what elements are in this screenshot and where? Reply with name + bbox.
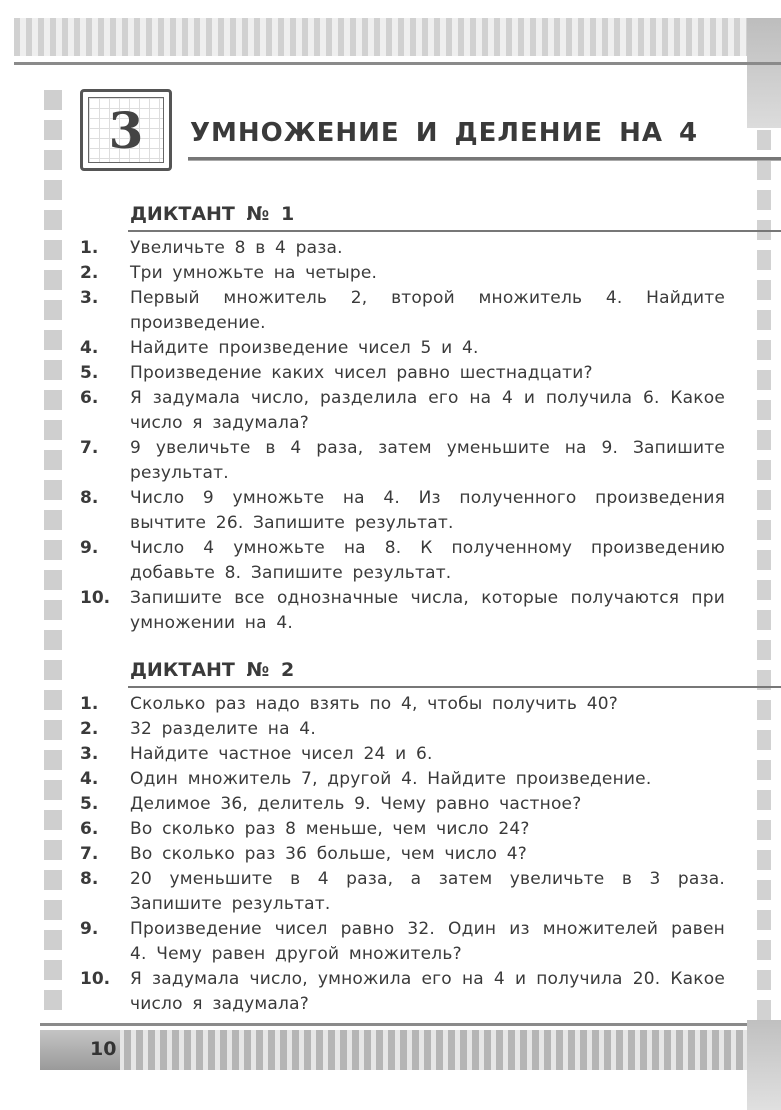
item-text: 9 увеличьте в 4 раза, затем уменьшите на 9. Запишите результат.: [130, 438, 725, 483]
dictation-item: [80, 792, 725, 817]
item-text: Я задумала число, разделила его на 4 и получила 6. Какое число я задумала?: [130, 388, 725, 433]
dictation-item: [80, 536, 725, 586]
dictation-item: [80, 742, 725, 767]
item-number: 8.: [80, 488, 99, 508]
item-text: Сколько раз надо взять по 4, чтобы получить 40?: [130, 694, 618, 714]
page-number: 10: [90, 1038, 117, 1060]
item-number: 6.: [80, 388, 99, 408]
top-right-tab: [747, 18, 781, 128]
item-number: 3.: [80, 744, 99, 764]
dictation-item: [80, 336, 725, 361]
dictation-item: [80, 817, 725, 842]
item-number: 4.: [80, 338, 99, 358]
dictation-2-title: ДИКТАНТ № 2: [130, 659, 295, 681]
item-number: 7.: [80, 438, 99, 458]
item-text: 20 уменьшите в 4 раза, а затем увеличьте в 3 раза. Запишите результат.: [130, 869, 725, 914]
item-text: Во сколько раз 8 меньше, чем число 24?: [130, 819, 530, 839]
dictation-item: [80, 386, 725, 436]
item-number: 6.: [80, 819, 99, 839]
item-text: Во сколько раз 36 больше, чем число 4?: [130, 844, 527, 864]
top-decorative-band: [14, 18, 766, 56]
dictation-item: [80, 361, 725, 386]
item-number: 9.: [80, 919, 99, 939]
dictation-2-rule: [128, 686, 781, 688]
right-decorative-strip: [757, 130, 771, 1020]
dictation-1-rule: [128, 230, 781, 232]
item-number: 7.: [80, 844, 99, 864]
dictation-item: [80, 717, 725, 742]
bottom-rule: [40, 1023, 781, 1026]
item-number: 2.: [80, 719, 99, 739]
item-text: Один множитель 7, другой 4. Найдите произведение.: [130, 769, 652, 789]
item-number: 3.: [80, 288, 99, 308]
item-number: 10.: [80, 588, 111, 608]
item-number: 1.: [80, 238, 99, 258]
dictation-item: [80, 867, 725, 917]
dictation-item: [80, 692, 725, 717]
chapter-number-badge: [80, 89, 172, 171]
item-text: Произведение каких чисел равно шестнадцати?: [130, 363, 593, 383]
item-number: 9.: [80, 538, 99, 558]
item-text: Первый множитель 2, второй множитель 4. Найдите произведение.: [130, 288, 725, 333]
dictation-item: [80, 767, 725, 792]
item-text: Увеличьте 8 в 4 раза.: [130, 238, 343, 258]
item-text: Произведение чисел равно 32. Один из множителей равен 4. Чему равен другой множитель?: [130, 919, 725, 964]
dictation-1-title: ДИКТАНТ № 1: [130, 203, 295, 225]
top-rule: [14, 62, 781, 65]
item-text: Три умножьте на четыре.: [130, 263, 378, 283]
item-number: 2.: [80, 263, 99, 283]
bottom-decorative-band: [40, 1030, 781, 1070]
item-number: 8.: [80, 869, 99, 889]
item-text: Число 9 умножьте на 4. Из полученного произведения вычтите 26. Запишите результат.: [130, 488, 725, 533]
dictation-item: [80, 842, 725, 867]
item-number: 4.: [80, 769, 99, 789]
item-number: 5.: [80, 794, 99, 814]
item-text: Я задумала число, умножила его на 4 и получила 20. Какое число я задумала?: [130, 969, 725, 1014]
dictation-item: [80, 967, 725, 1017]
item-number: 5.: [80, 363, 99, 383]
item-number: 1.: [80, 694, 99, 714]
dictation-item: [80, 486, 725, 536]
dictation-item: [80, 261, 725, 286]
dictation-item: [80, 436, 725, 486]
chapter-title: УМНОЖЕНИЕ И ДЕЛЕНИЕ НА 4: [190, 118, 699, 148]
dictation-item: [80, 236, 725, 261]
item-text: Запишите все однозначные числа, которые получаются при умножении на 4.: [130, 588, 725, 633]
item-text: Найдите произведение чисел 5 и 4.: [130, 338, 479, 358]
dictation-1-list: [80, 236, 725, 636]
title-rule: [188, 157, 781, 161]
bottom-right-tab: [747, 1020, 781, 1110]
dictation-item: [80, 286, 725, 336]
item-text: 32 разделите на 4.: [130, 719, 316, 739]
item-number: 10.: [80, 969, 111, 989]
dictation-item: [80, 917, 725, 967]
item-text: Делимое 36, делитель 9. Чему равно частное?: [130, 794, 582, 814]
dictation-item: [80, 586, 725, 636]
item-text: Число 4 умножьте на 8. К полученному произведению добавьте 8. Запишите результат.: [130, 538, 725, 583]
item-text: Найдите частное чисел 24 и 6.: [130, 744, 433, 764]
chapter-number: 3: [88, 97, 164, 163]
dictation-2-list: [80, 692, 725, 1017]
left-decorative-strip: [44, 90, 62, 1020]
